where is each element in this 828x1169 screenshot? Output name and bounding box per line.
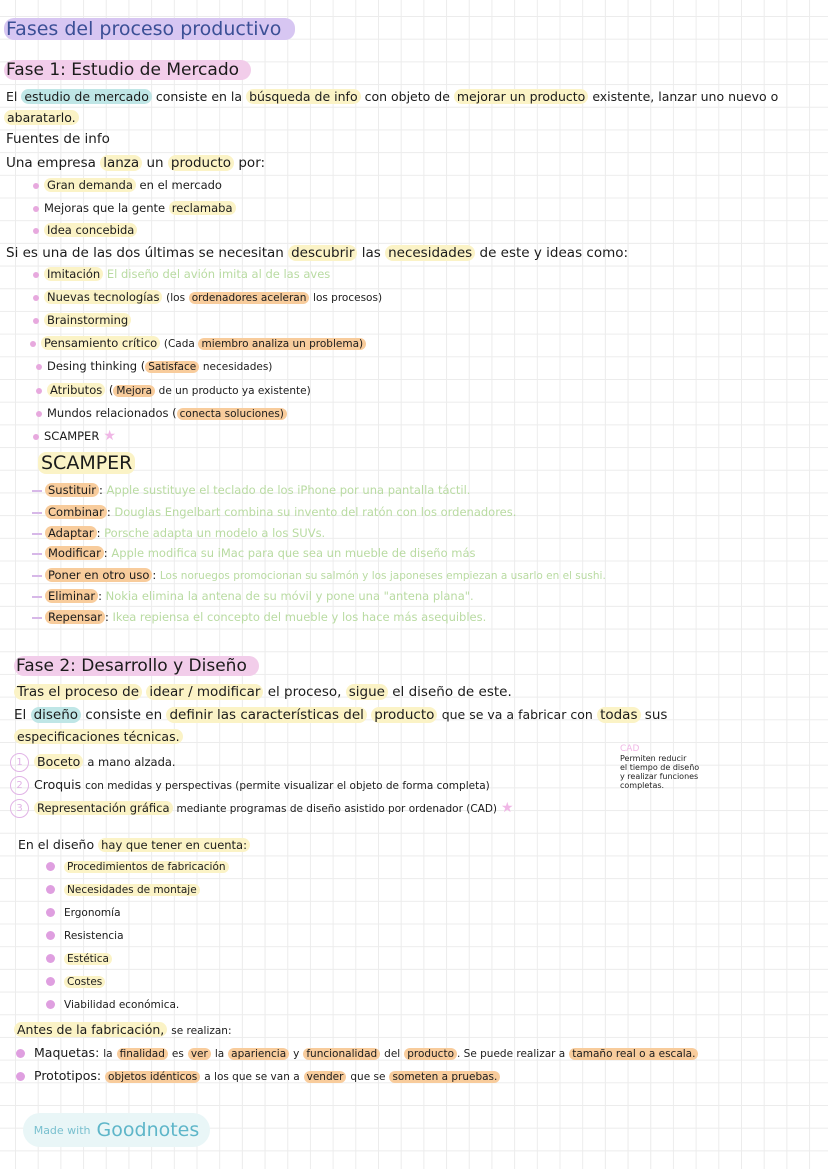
bullet-icon	[33, 295, 39, 301]
prototipos-item	[16, 1068, 500, 1083]
bullet-icon	[46, 885, 55, 894]
highlight: Gran demanda	[44, 178, 136, 192]
scamper-term: Adaptar	[45, 526, 97, 540]
dash-icon	[32, 617, 42, 619]
idea-item	[36, 359, 272, 373]
text: El	[6, 89, 18, 104]
highlight: someten a pruebas.	[389, 1071, 500, 1083]
cad-side-note	[620, 745, 699, 790]
highlight: Satisface	[145, 361, 199, 373]
text: En el diseño	[18, 837, 95, 852]
highlight: producto	[404, 1048, 457, 1060]
scamper-example: Ikea repiensa el concepto del mueble y los hace más asequibles.	[112, 610, 487, 624]
highlight: hay que tener en cuenta:	[98, 838, 250, 852]
highlight: producto	[168, 155, 234, 171]
page-title-text: Fases del proceso productivo	[4, 18, 295, 40]
idea-item	[33, 267, 330, 281]
highlight: producto	[371, 707, 437, 723]
scamper-term: Eliminar	[45, 589, 98, 603]
text: El	[14, 707, 27, 723]
bullet-icon	[46, 954, 55, 963]
idea-item	[33, 290, 382, 304]
highlight: estudio de mercado	[21, 89, 152, 104]
scamper-item: Repensar : Ikea repiensa el concepto del mueble y los hace más asequibles.	[32, 610, 486, 624]
bullet-icon	[46, 862, 55, 871]
text: a los que se van a	[204, 1071, 300, 1083]
scamper-item: Combinar : Douglas Engelbart combina su invento del ratón con los ordenadores.	[32, 505, 516, 519]
idea-item	[36, 383, 311, 397]
text: Si es una de las dos últimas se necesitan	[6, 245, 284, 261]
text: las	[361, 245, 381, 261]
highlight: mejorar un producto	[454, 89, 588, 104]
highlight: lanza	[100, 155, 142, 171]
consideration-item	[46, 882, 200, 896]
reason-item	[33, 178, 222, 192]
side-note-line: y realizar funciones	[620, 772, 699, 781]
text: (	[108, 383, 114, 397]
text: Croquis	[34, 777, 82, 792]
scamper-item: Adaptar : Porsche adapta un modelo a los SUVs.	[32, 526, 325, 540]
diseno-line	[14, 707, 667, 723]
step-item	[10, 753, 176, 772]
scamper-heading	[38, 452, 135, 474]
text: la	[103, 1048, 113, 1060]
text: los procesos)	[313, 292, 383, 304]
diseno-line2	[14, 729, 183, 744]
scamper-item: Sustituir : Apple sustituye el teclado de los iPhone por una pantalla táctil.	[32, 483, 470, 497]
text: que se	[350, 1071, 386, 1083]
fuentes-de-info: Fuentes de info	[6, 131, 110, 147]
highlight: Mejora	[113, 385, 155, 397]
highlight: Representación gráfica	[34, 801, 173, 815]
dash-icon	[32, 490, 42, 492]
text: . Se puede realizar a	[457, 1048, 566, 1060]
bullet-icon	[33, 272, 39, 278]
text: se realizan:	[171, 1025, 232, 1037]
text: consiste en la	[155, 89, 243, 104]
bullet-icon	[46, 1000, 55, 1009]
bullet-icon	[30, 341, 36, 347]
reason-item	[33, 201, 236, 215]
text: existente, lanzar uno nuevo o	[592, 89, 779, 104]
idea-item	[36, 406, 287, 420]
highlight: Necesidades de montaje	[64, 884, 200, 896]
highlight: ordenadores aceleran	[189, 292, 310, 304]
bullet-icon	[46, 931, 55, 940]
text: Resistencia	[64, 930, 124, 942]
maquetas-item	[16, 1045, 698, 1060]
highlight: Costes	[64, 976, 105, 988]
idea-label: Imitación	[44, 267, 103, 281]
text: de un producto ya existente)	[158, 385, 311, 397]
highlight: Boceto	[34, 754, 83, 769]
idea-item	[33, 313, 131, 327]
text: sus	[644, 707, 668, 723]
scamper-term: Repensar	[45, 610, 105, 624]
term: Prototipos:	[34, 1068, 102, 1083]
side-note-title: CAD	[620, 744, 640, 754]
highlight: Estética	[64, 953, 112, 965]
idea-label: Atributos	[47, 383, 105, 397]
scamper-example: Douglas Engelbart combina su invento del ratón con los ordenadores.	[114, 505, 517, 519]
scamper-example: Los noruegos promocionan su salmón y los japoneses empiezan a usarlo en el sushi.	[159, 570, 606, 582]
text: el diseño de este.	[392, 684, 512, 700]
bullet-icon	[33, 183, 39, 189]
star-icon: ★	[103, 428, 116, 444]
goodnotes-logo-text: Goodnotes	[96, 1119, 200, 1141]
bullet-icon	[16, 1072, 25, 1081]
necesidades-line	[6, 245, 628, 261]
consideration-item	[46, 859, 229, 873]
scamper-example: Apple sustituye el teclado de los iPhone por una pantalla táctil.	[106, 483, 471, 497]
scamper-term: Sustituir	[45, 483, 99, 497]
idea-example: El diseño del avión imita al de las aves	[106, 267, 331, 281]
text: un	[146, 155, 164, 171]
dash-icon	[32, 512, 42, 514]
text: Una empresa	[6, 155, 96, 171]
highlight: búsqueda de info	[246, 89, 361, 104]
bullet-icon	[33, 434, 39, 440]
made-with-label: Made with	[33, 1123, 91, 1137]
fase1-heading	[4, 60, 251, 80]
scamper-term: Combinar	[45, 505, 107, 519]
highlight: especificaciones técnicas.	[14, 729, 183, 744]
text: (Cada	[163, 338, 195, 350]
text: de este y ideas como:	[479, 245, 629, 261]
text: y	[293, 1048, 300, 1060]
highlight: Tras el proceso de	[14, 684, 142, 700]
highlight: Procedimientos de fabricación	[64, 861, 229, 873]
fase1-intro	[6, 89, 778, 104]
star-icon: ★	[501, 800, 514, 816]
highlight: sigue	[346, 684, 388, 700]
highlight: reclamaba	[169, 201, 236, 215]
scamper-item: Eliminar : Nokia elimina la antena de su móvil y pone una "antena plana".	[32, 589, 474, 603]
highlight: funcionalidad	[303, 1048, 380, 1060]
bullet-icon	[36, 411, 42, 417]
text: (	[172, 406, 177, 420]
dash-icon	[32, 553, 42, 555]
idea-item	[30, 336, 366, 350]
fase1-heading-text: Fase 1: Estudio de Mercado	[4, 60, 251, 80]
text: el proceso,	[267, 684, 342, 700]
text: del	[384, 1048, 401, 1060]
highlight: objetos idénticos	[105, 1071, 200, 1083]
dash-icon	[32, 596, 42, 598]
bullet-icon	[33, 228, 39, 234]
bullet-icon	[46, 977, 55, 986]
highlight: Antes de la fabricación,	[14, 1022, 167, 1037]
tras-line	[14, 684, 512, 700]
consideration-item	[46, 951, 112, 965]
step-item	[10, 799, 514, 818]
text: que se va a fabricar con	[441, 707, 593, 722]
highlight: ver	[188, 1048, 211, 1060]
text: a mano alzada.	[87, 755, 176, 769]
page-title	[4, 18, 295, 40]
idea-label: Mundos relacionados	[47, 406, 169, 420]
text: mediante programas de diseño asistido por ordenador (CAD)	[176, 803, 498, 815]
dash-icon	[32, 533, 42, 535]
made-with-goodnotes-badge[interactable]	[23, 1113, 210, 1147]
text: en el mercado	[139, 178, 222, 192]
scamper-heading-text: SCAMPER	[38, 452, 135, 474]
text: es	[171, 1048, 184, 1060]
text: consiste en	[85, 707, 163, 723]
step-number-icon: 3	[10, 799, 29, 818]
text: Viabilidad económica.	[64, 999, 180, 1011]
text: Ergonomía	[64, 907, 121, 919]
highlight: diseño	[31, 707, 81, 723]
step-number-icon: 2	[10, 776, 29, 795]
idea-label: Brainstorming	[44, 313, 131, 327]
highlight: miembro analiza un problema)	[198, 338, 366, 350]
scamper-item: Poner en otro uso : Los noruegos promocionan su salmón y los japoneses empiezan a usarlo en el sushi.	[32, 568, 606, 582]
dash-icon	[32, 575, 42, 577]
lanza-producto	[6, 155, 265, 171]
reason-item	[33, 223, 137, 237]
highlight: descubrir	[288, 245, 357, 261]
idea-label: Desing thinking	[47, 359, 138, 373]
highlight: necesidades	[385, 245, 475, 261]
scamper-example: Apple modifica su iMac para que sea un mueble de diseño más	[111, 546, 476, 560]
fase2-heading	[14, 656, 259, 676]
scamper-term: Modificar	[45, 546, 104, 560]
side-note-line: Permiten reducir	[620, 754, 687, 763]
bullet-icon	[16, 1049, 25, 1058]
consideration-item	[46, 928, 124, 942]
cuenta-line	[18, 837, 250, 852]
highlight: abaratarlo.	[4, 110, 79, 125]
bullet-icon	[36, 364, 42, 370]
highlight: tamaño real o a escala.	[569, 1048, 698, 1060]
antes-line	[14, 1022, 232, 1037]
idea-label: Pensamiento crítico	[41, 336, 160, 350]
step-number-icon: 1	[10, 753, 29, 772]
text: necesidades)	[202, 361, 273, 373]
step-item	[10, 776, 490, 795]
text: por:	[238, 155, 266, 171]
fase1-intro-line2	[4, 110, 79, 125]
highlight: apariencia	[228, 1048, 289, 1060]
consideration-item	[46, 997, 179, 1011]
scamper-term: Poner en otro uso	[45, 568, 152, 582]
text: Mejoras que la gente	[44, 201, 166, 215]
bullet-icon	[36, 388, 42, 394]
term: Maquetas:	[34, 1045, 100, 1060]
text: con medidas y perspectivas (permite visualizar el objeto de forma completa)	[85, 780, 490, 792]
bullet-icon	[33, 318, 39, 324]
text: la	[214, 1048, 225, 1060]
text: con objeto de	[364, 89, 450, 104]
highlight: idear / modificar	[146, 684, 263, 700]
idea-label: Nuevas tecnologías	[44, 290, 162, 304]
text: (los	[166, 292, 186, 304]
highlight: todas	[597, 707, 640, 723]
consideration-item	[46, 974, 105, 988]
text: (	[140, 359, 146, 373]
side-note-line: el tiempo de diseño	[620, 763, 700, 772]
scamper-example: Porsche adapta un modelo a los SUVs.	[104, 526, 326, 540]
bullet-icon	[33, 206, 39, 212]
highlight: definir las características del	[166, 707, 366, 723]
idea-item	[33, 428, 116, 444]
side-note-line: completas.	[620, 781, 665, 790]
scamper-example: Nokia elimina la antena de su móvil y pone una "antena plana".	[105, 589, 474, 603]
idea-label: SCAMPER	[44, 429, 100, 443]
scamper-item: Modificar : Apple modifica su iMac para que sea un mueble de diseño más	[32, 546, 476, 560]
highlight: vender	[304, 1071, 347, 1083]
highlight: finalidad	[117, 1048, 168, 1060]
fase2-heading-text: Fase 2: Desarrollo y Diseño	[14, 656, 259, 676]
consideration-item	[46, 905, 121, 919]
highlight: Idea concebida	[44, 223, 137, 237]
highlight: conecta soluciones)	[177, 408, 287, 420]
bullet-icon	[46, 908, 55, 917]
